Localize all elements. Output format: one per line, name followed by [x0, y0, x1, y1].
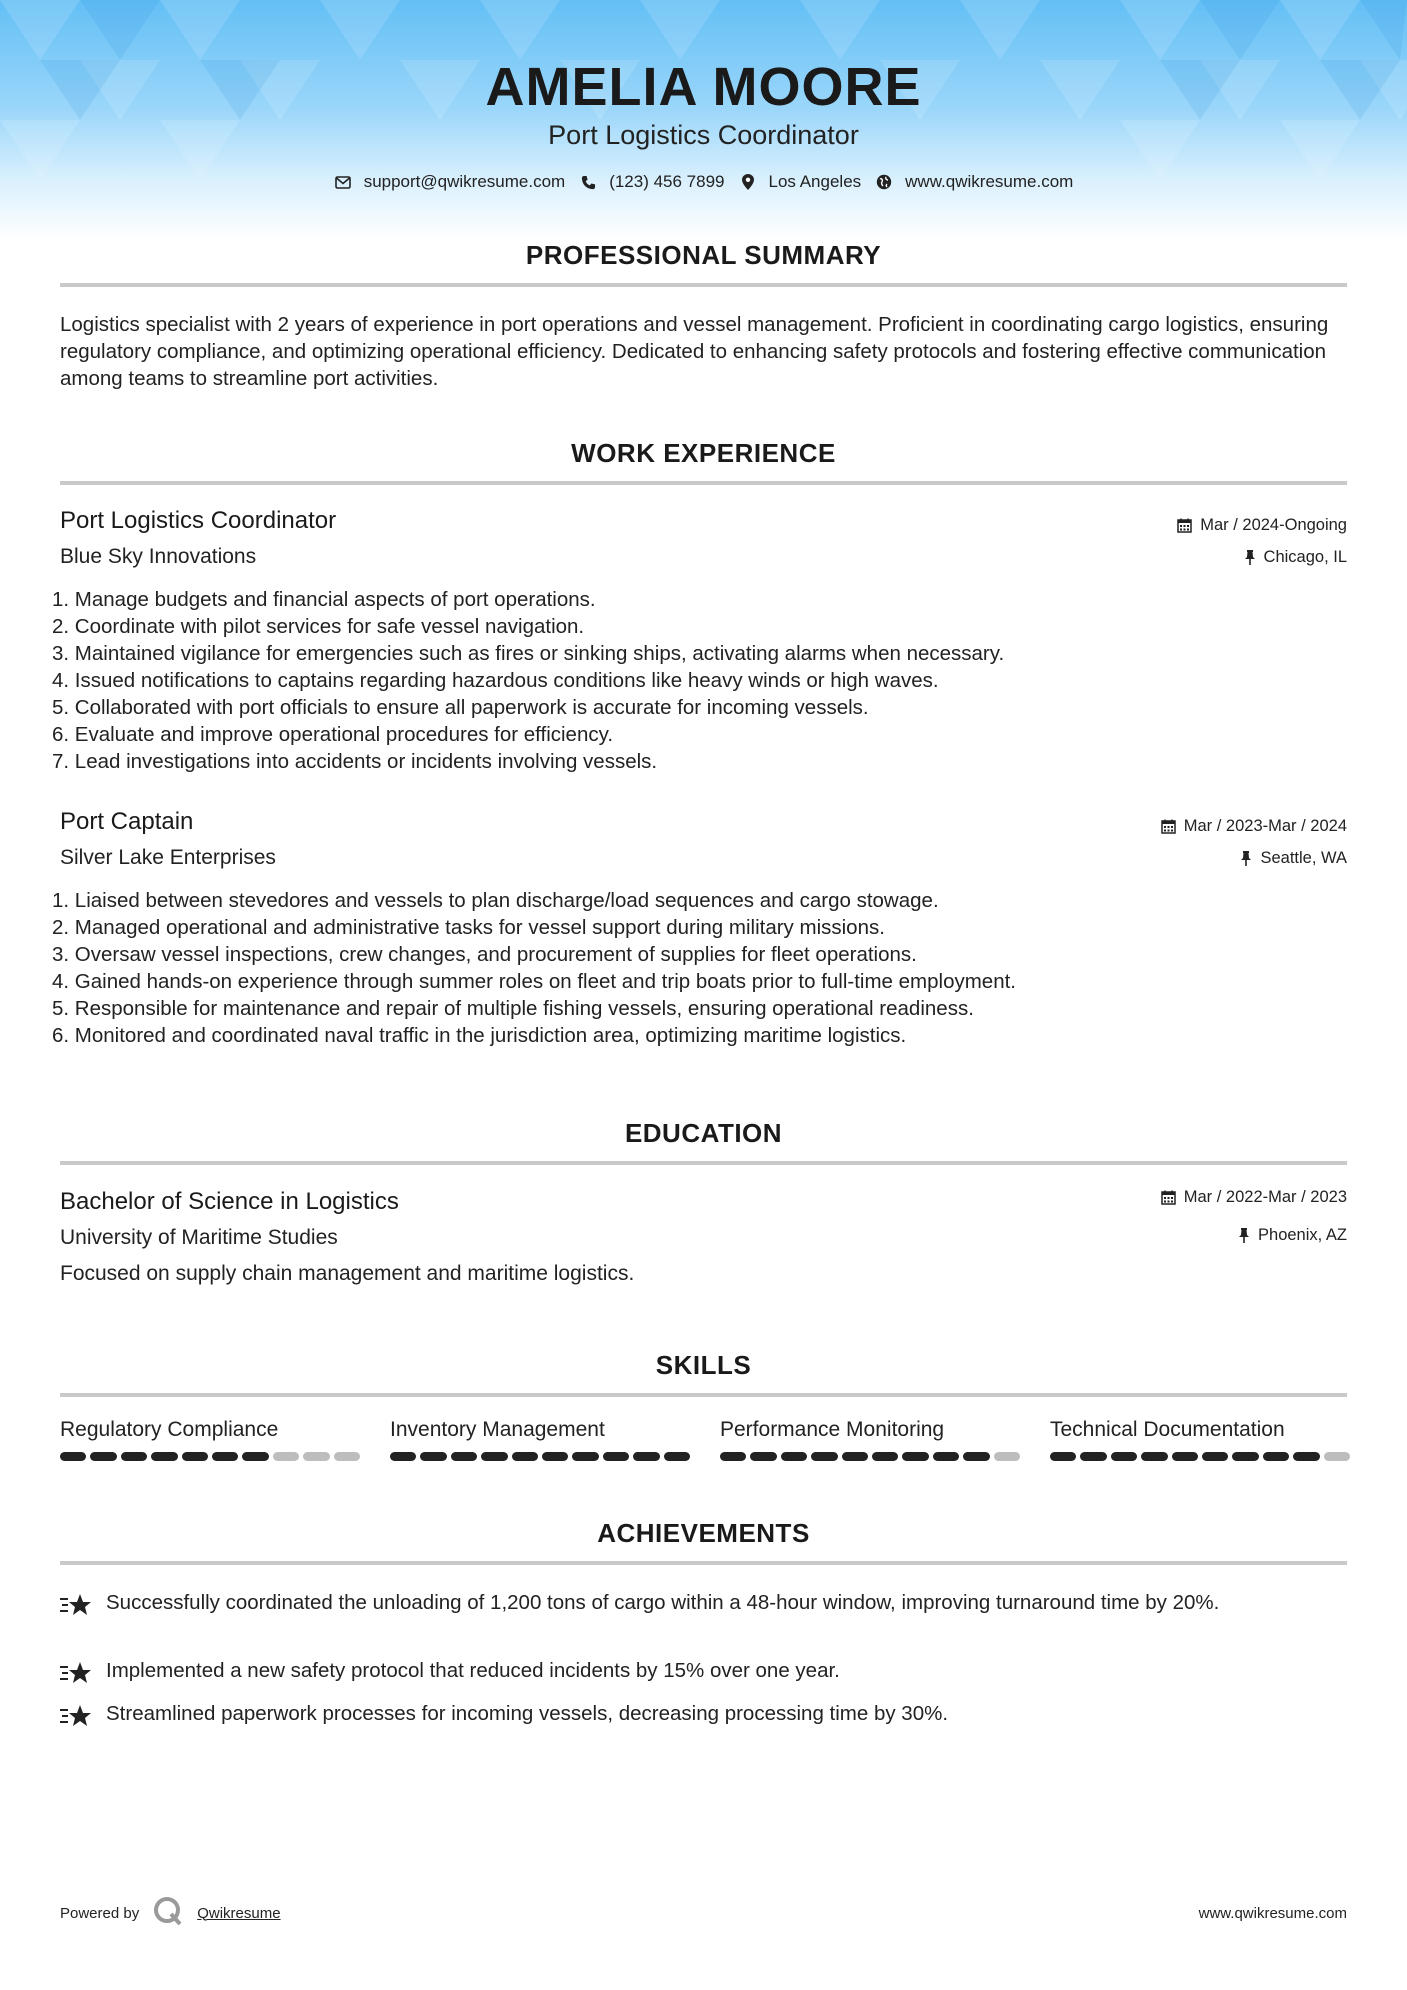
list-item: 1. Manage budgets and financial aspects of port operations.: [52, 588, 596, 611]
list-item: 3. Maintained vigilance for emergencies such as fires or sinking ships, activating alarms when necessary.: [52, 642, 1005, 665]
job-duties-list: [52, 586, 1342, 775]
pin-icon: [1244, 550, 1256, 565]
skill-rating-segment: [1141, 1452, 1167, 1461]
skill-rating-segment: [603, 1452, 629, 1461]
star-icon: [60, 1657, 94, 1692]
skill-rating-segment: [994, 1452, 1020, 1461]
skill-rating-segment: [451, 1452, 477, 1461]
qwikresume-link[interactable]: Qwikresume: [197, 1904, 281, 1922]
skill-rating-segment: [121, 1452, 147, 1461]
education-description: Focused on supply chain management and maritime logistics.: [60, 1262, 635, 1285]
job-location-text: Seattle, WA: [1260, 849, 1347, 867]
skill-rating-segment: [303, 1452, 329, 1461]
skill-item: [720, 1418, 1020, 1461]
calendar-icon: [1177, 518, 1192, 533]
skills-divider: [60, 1393, 1347, 1397]
skill-rating-segment: [1111, 1452, 1137, 1461]
skill-rating: [60, 1452, 360, 1461]
skill-item: [1050, 1418, 1350, 1461]
skill-rating-segment: [1293, 1452, 1319, 1461]
skill-rating-segment: [273, 1452, 299, 1461]
skill-rating-segment: [1263, 1452, 1289, 1461]
phone-icon: [579, 173, 597, 191]
globe-icon: [875, 173, 893, 191]
skill-rating-segment: [720, 1452, 746, 1461]
experience-divider: [60, 481, 1347, 485]
skill-rating-segment: [334, 1452, 360, 1461]
skill-rating-segment: [842, 1452, 868, 1461]
calendar-icon: [1161, 1190, 1176, 1205]
skill-label: Technical Documentation: [1050, 1418, 1285, 1441]
powered-by-label: Powered by: [60, 1904, 140, 1922]
contact-website[interactable]: [875, 172, 1073, 192]
skills-grid: [60, 1418, 1347, 1461]
skill-rating-segment: [664, 1452, 690, 1461]
skill-rating-segment: [212, 1452, 238, 1461]
degree-title: Bachelor of Science in Logistics: [60, 1188, 399, 1215]
skill-rating-segment: [633, 1452, 659, 1461]
skill-rating-segment: [902, 1452, 928, 1461]
star-icon: [60, 1700, 94, 1735]
map-marker-icon: [739, 173, 757, 191]
skill-rating-segment: [1172, 1452, 1198, 1461]
achievement-item: [60, 1657, 1347, 1692]
pin-icon: [1240, 851, 1252, 866]
education-location-text: Phoenix, AZ: [1258, 1226, 1347, 1244]
education-dates-text: Mar / 2022-Mar / 2023: [1183, 1188, 1347, 1206]
list-item: 2. Coordinate with pilot services for safe vessel navigation.: [52, 615, 585, 638]
skill-rating-segment: [750, 1452, 776, 1461]
job-title: Port Logistics Coordinator: [60, 507, 337, 534]
contact-location: [739, 172, 862, 192]
skill-rating-segment: [572, 1452, 598, 1461]
skill-rating-segment: [542, 1452, 568, 1461]
skill-label: Inventory Management: [390, 1418, 605, 1441]
skill-rating-segment: [60, 1452, 86, 1461]
job-location: [1240, 849, 1347, 868]
star-icon: [60, 1589, 94, 1624]
skill-rating-segment: [963, 1452, 989, 1461]
skill-rating-segment: [420, 1452, 446, 1461]
job-company: Blue Sky Innovations: [60, 545, 257, 568]
skills-heading: SKILLS: [655, 1350, 752, 1380]
contact-email[interactable]: [334, 172, 566, 192]
achievement-text: Streamlined paperwork processes for incoming vessels, decreasing processing time by 30%.: [106, 1702, 949, 1725]
job-duties-list: [52, 887, 1342, 1049]
contact-location-text: Los Angeles: [768, 172, 862, 191]
job-company: Silver Lake Enterprises: [60, 846, 276, 869]
skill-rating-segment: [1202, 1452, 1228, 1461]
skill-item: [390, 1418, 690, 1461]
skill-rating-segment: [512, 1452, 538, 1461]
achievement-text: Implemented a new safety protocol that reduced incidents by 15% over one year.: [106, 1659, 840, 1682]
pin-icon: [1238, 1228, 1250, 1243]
achievements-heading: ACHIEVEMENTS: [597, 1518, 810, 1548]
list-item: 5. Responsible for maintenance and repair of multiple fishing vessels, ensuring operational readiness.: [52, 997, 974, 1020]
achievement-item: [60, 1589, 1347, 1624]
job-location: [1244, 548, 1347, 567]
skill-rating-segment: [90, 1452, 116, 1461]
skill-label: Regulatory Compliance: [60, 1418, 279, 1441]
skill-rating-segment: [390, 1452, 416, 1461]
skill-label: Performance Monitoring: [720, 1418, 945, 1441]
list-item: 7. Lead investigations into accidents or incidents involving vessels.: [52, 750, 658, 773]
skill-rating-segment: [1324, 1452, 1350, 1461]
list-item: 6. Evaluate and improve operational procedures for efficiency.: [52, 723, 614, 746]
skill-rating-segment: [1232, 1452, 1258, 1461]
achievement-text: Successfully coordinated the unloading of 1,200 tons of cargo within a 48-hour window, improving turnaround time by 20%.: [106, 1591, 1220, 1614]
education-heading: EDUCATION: [624, 1118, 783, 1148]
contact-email-text: support@qwikresume.com: [363, 172, 566, 191]
list-item: 4. Gained hands-on experience through summer roles on fleet and trip boats prior to full-time employment.: [52, 970, 1017, 993]
job-dates-text: Mar / 2023-Mar / 2024: [1183, 817, 1347, 835]
achievements-divider: [60, 1561, 1347, 1565]
candidate-role: Port Logistics Coordinator: [548, 120, 859, 150]
contact-phone-text: (123) 456 7899: [609, 172, 725, 191]
summary-divider: [60, 283, 1347, 287]
education-dates: [1161, 1188, 1347, 1207]
list-item: 6. Monitored and coordinated naval traffic in the jurisdiction area, optimizing maritime logistics.: [52, 1024, 907, 1047]
skill-rating-segment: [182, 1452, 208, 1461]
skill-rating-segment: [933, 1452, 959, 1461]
contact-website-text: www.qwikresume.com: [905, 172, 1074, 191]
skill-rating-segment: [811, 1452, 837, 1461]
education-divider: [60, 1161, 1347, 1165]
skill-rating-segment: [242, 1452, 268, 1461]
envelope-icon: [334, 173, 352, 191]
job-dates-text: Mar / 2024-Ongoing: [1200, 516, 1347, 534]
skill-rating: [390, 1452, 690, 1461]
school-name: University of Maritime Studies: [60, 1226, 338, 1249]
skill-item: [60, 1418, 360, 1461]
contact-bar: [0, 172, 1407, 192]
skill-rating-segment: [872, 1452, 898, 1461]
list-item: 1. Liaised between stevedores and vessels to plan discharge/load sequences and cargo stowage.: [52, 889, 939, 912]
skill-rating-segment: [481, 1452, 507, 1461]
summary-heading: PROFESSIONAL SUMMARY: [525, 240, 882, 270]
list-item: 3. Oversaw vessel inspections, crew changes, and procurement of supplies for fleet operations.: [52, 943, 917, 966]
experience-heading: WORK EXPERIENCE: [571, 438, 836, 468]
skill-rating-segment: [781, 1452, 807, 1461]
job-title: Port Captain: [60, 808, 194, 835]
job-location-text: Chicago, IL: [1263, 548, 1347, 566]
footer-branding: [60, 1896, 281, 1930]
footer-website[interactable]: www.qwikresume.com: [1198, 1905, 1347, 1922]
skill-rating-segment: [151, 1452, 177, 1461]
job-dates: [1161, 817, 1347, 836]
list-item: 5. Collaborated with port officials to ensure all paperwork is accurate for incoming vessels.: [52, 696, 869, 719]
qwikresume-logo-icon: [153, 1896, 183, 1930]
summary-text: Logistics specialist with 2 years of experience in port operations and vessel management. Proficient in coordinating cargo logistics, ensuring regulatory compliance, and optimizing operational efficiency. Dedicated to enhancing safety protocols and fostering effective communication among teams to streamline port activities.: [60, 313, 1329, 390]
skill-rating: [720, 1452, 1020, 1461]
skill-rating: [1050, 1452, 1350, 1461]
list-item: 2. Managed operational and administrative tasks for vessel support during military missions.: [52, 916, 885, 939]
calendar-icon: [1161, 819, 1176, 834]
achievement-item: [60, 1700, 1347, 1735]
job-dates: [1177, 516, 1347, 535]
skill-rating-segment: [1080, 1452, 1106, 1461]
education-location: [1238, 1226, 1347, 1245]
list-item: 4. Issued notifications to captains regarding hazardous conditions like heavy winds or high waves.: [52, 669, 939, 692]
candidate-name: AMELIA MOORE: [485, 57, 922, 117]
skill-rating-segment: [1050, 1452, 1076, 1461]
contact-phone[interactable]: [579, 172, 724, 192]
